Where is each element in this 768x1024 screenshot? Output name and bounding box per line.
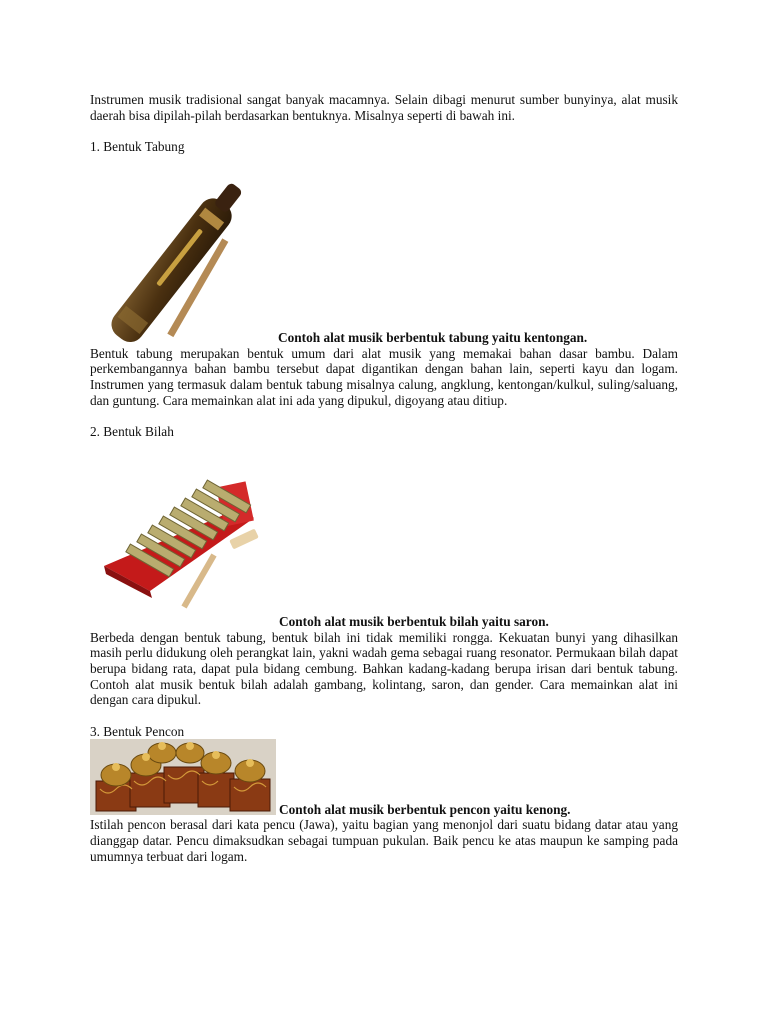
bilah-figure — [90, 440, 678, 630]
body-pencon: Istilah pencon berasal dari kata pencu (Jawa), yaitu bagian yang menonjol dari suatu bidang datar atau yang dianggap datar. Pencu dimaksudkan sebagai tumpuan pukulan. Baik pencu ke atas maupun ke samping pada umumnya terbuat dari logam. — [90, 817, 678, 864]
caption-saron: Contoh alat musik berbentuk bilah yaitu saron. — [279, 614, 549, 630]
saron-image — [90, 446, 270, 626]
section-heading-tabung: 1. Bentuk Tabung — [90, 139, 185, 155]
intro-paragraph: Instrumen musik tradisional sangat banyak macamnya. Selain dibagi menurut sumber bunyinya, alat musik daerah bisa dipilah-pilah berdasarkan bentuknya. Misalnya seperti di bawah ini. — [90, 92, 678, 123]
kenong-image — [90, 739, 276, 815]
tabung-figure — [90, 155, 678, 346]
document-page — [90, 92, 678, 864]
body-tabung: Bentuk tabung merupakan bentuk umum dari alat musik yang memakai bahan dasar bambu. Dalam perkembangannya bahan bambu tersebut dapat digantikan dengan bahan lain, seperti kayu dan logam. Instrumen yang termasuk dalam bentuk tabung misalnya calung, angklung, kentongan/kulkul, suling/saluang, dan guntung. Cara memainkan alat ini ada yang dipukul, digoyang atau ditiup. — [90, 345, 678, 408]
section-heading-pencon: 3. Bentuk Pencon — [90, 723, 185, 739]
pencon-figure — [90, 739, 678, 817]
kentongan-image — [90, 159, 270, 344]
section-heading-bilah: 2. Bentuk Bilah — [90, 424, 174, 440]
caption-kentongan: Contoh alat musik berbentuk tabung yaitu kentongan. — [278, 330, 588, 346]
caption-kenong: Contoh alat musik berbentuk pencon yaitu kenong. — [279, 801, 571, 817]
body-bilah: Berbeda dengan bentuk tabung, bentuk bilah ini tidak memiliki rongga. Kekuatan bunyi yang dihasilkan masih perlu didukung oleh perangkat lain, yakni wadah gema sebagai ruang resonator. Permukaan bilah dapat berupa bidang rata, dapat pula bidang cembung. Bahkan kadang-kadang berupa irisan dari bentuk tabung. Contoh alat musik bentuk bilah adalah gambang, kolintang, saron, dan gender. Cara memainkan alat ini dengan cara dipukul. — [90, 629, 678, 708]
